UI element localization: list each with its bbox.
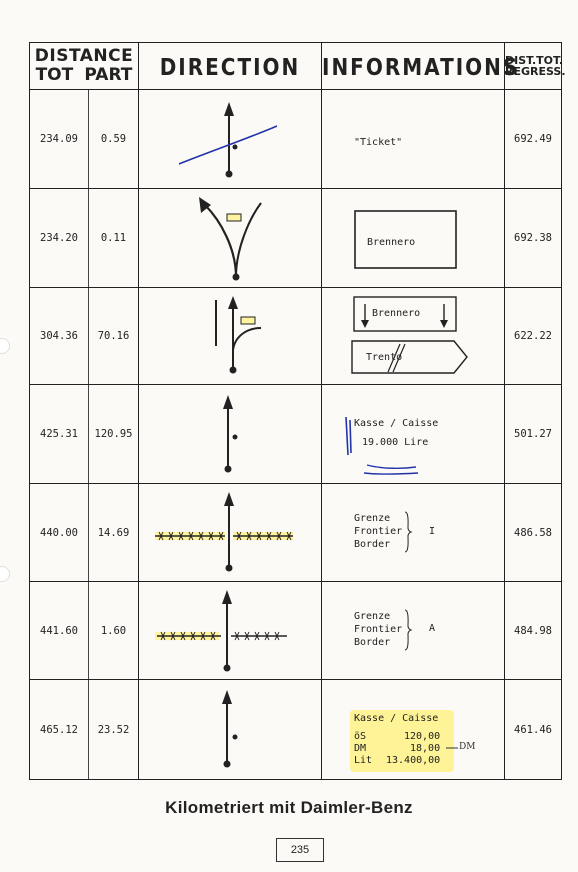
table-row — [30, 582, 562, 680]
direction-cell — [139, 189, 322, 288]
border-crossing-diagram — [139, 582, 322, 680]
straight-with-right-branch-diagram — [139, 288, 322, 385]
pen-marks — [322, 385, 505, 484]
info-frontier: Frontier — [354, 624, 403, 635]
info-frontier: Frontier — [354, 526, 403, 537]
info-cell — [322, 484, 505, 582]
info-ticket: "Ticket" — [354, 137, 403, 148]
info-amount: 19.000 Lire — [362, 437, 429, 448]
handwritten-dash — [322, 680, 505, 780]
direction-cell — [139, 385, 322, 484]
table-row — [30, 90, 562, 189]
regress-label-1: DIST.TOT. — [505, 54, 564, 67]
regress-label-2: REGRESS. — [505, 65, 566, 78]
direction-cell — [139, 90, 322, 189]
info-currency-os-value: 120,00 — [404, 731, 441, 742]
regress-cell: 622.22 — [505, 288, 562, 385]
direction-cell — [139, 484, 322, 582]
tot-label: TOT — [35, 65, 74, 85]
tot-cell: 441.60 — [30, 582, 89, 680]
info-currency-lit-label: Lit — [354, 755, 373, 766]
info-cell — [322, 189, 505, 288]
part-cell: 120.95 — [89, 385, 139, 484]
part-cell: 0.59 — [89, 90, 139, 189]
direction-cell — [139, 582, 322, 680]
info-cell — [322, 680, 505, 780]
regress-cell: 461.46 — [505, 680, 562, 780]
regress-cell: 486.58 — [505, 484, 562, 582]
info-country-code: A — [429, 623, 436, 634]
tot-cell: 234.20 — [30, 189, 89, 288]
roadbook-table — [29, 42, 566, 780]
table-row — [30, 385, 562, 484]
straight-on-diagram — [139, 680, 322, 780]
tot-cell: 440.00 — [30, 484, 89, 582]
handwritten-dm: DM — [459, 742, 476, 752]
regress-cell: 484.98 — [505, 582, 562, 680]
border-crossing-diagram — [139, 484, 322, 582]
part-cell: 0.11 — [89, 189, 139, 288]
part-label: PART — [84, 65, 133, 85]
header-row — [30, 43, 562, 90]
info-grenze: Grenze — [354, 513, 391, 524]
info-country-code: I — [429, 526, 436, 537]
info-cell — [322, 90, 505, 189]
direction-cell — [139, 680, 322, 780]
tot-cell: 304.36 — [30, 288, 89, 385]
direction-header: DIRECTION — [139, 39, 322, 93]
page-number: 235 — [276, 838, 324, 862]
informations-header: INFORMATIONS — [322, 39, 505, 93]
distance-label: DISTANCE — [34, 46, 134, 66]
punch-hole — [0, 566, 10, 582]
info-sign-brennero: Brennero — [372, 308, 421, 319]
info-grenze: Grenze — [354, 611, 391, 622]
sign-panels — [322, 288, 505, 385]
table-row — [30, 189, 562, 288]
tot-cell: 465.12 — [30, 680, 89, 780]
table-row — [30, 680, 562, 780]
info-currency-dm-label: DM — [354, 743, 367, 754]
info-cell — [322, 385, 505, 484]
info-kasse: Kasse / Caisse — [354, 713, 439, 724]
footer-title: Kilometriert mit Daimler-Benz — [165, 798, 413, 817]
direction-cell — [139, 288, 322, 385]
table-row — [30, 484, 562, 582]
part-cell: 23.52 — [89, 680, 139, 780]
fork-left-diagram — [139, 189, 322, 288]
brace — [322, 582, 505, 680]
table-row — [30, 288, 562, 385]
info-currency-dm-value: 18,00 — [410, 743, 441, 754]
part-cell: 1.60 — [89, 582, 139, 680]
regress-cell: 692.49 — [505, 90, 562, 189]
regress-cell: 501.27 — [505, 385, 562, 484]
brace — [322, 484, 505, 582]
info-currency-lit-value: 13.400,00 — [386, 755, 441, 766]
punch-hole — [0, 338, 10, 354]
tot-cell: 234.09 — [30, 90, 89, 189]
distance-header — [30, 43, 139, 90]
part-cell: 70.16 — [89, 288, 139, 385]
info-cell — [322, 582, 505, 680]
info-sign-brennero: Brennero — [367, 237, 416, 248]
info-cell — [322, 288, 505, 385]
info-border: Border — [354, 539, 391, 550]
straight-on-diagram — [139, 385, 322, 484]
part-cell: 14.69 — [89, 484, 139, 582]
straight-on-diagram — [139, 90, 322, 189]
info-kasse: Kasse / Caisse — [354, 418, 439, 429]
info-border: Border — [354, 637, 391, 648]
regress-cell: 692.38 — [505, 189, 562, 288]
tot-cell: 425.31 — [30, 385, 89, 484]
info-sign-trento: Trento — [366, 352, 403, 363]
info-currency-os-label: öS — [354, 731, 367, 742]
